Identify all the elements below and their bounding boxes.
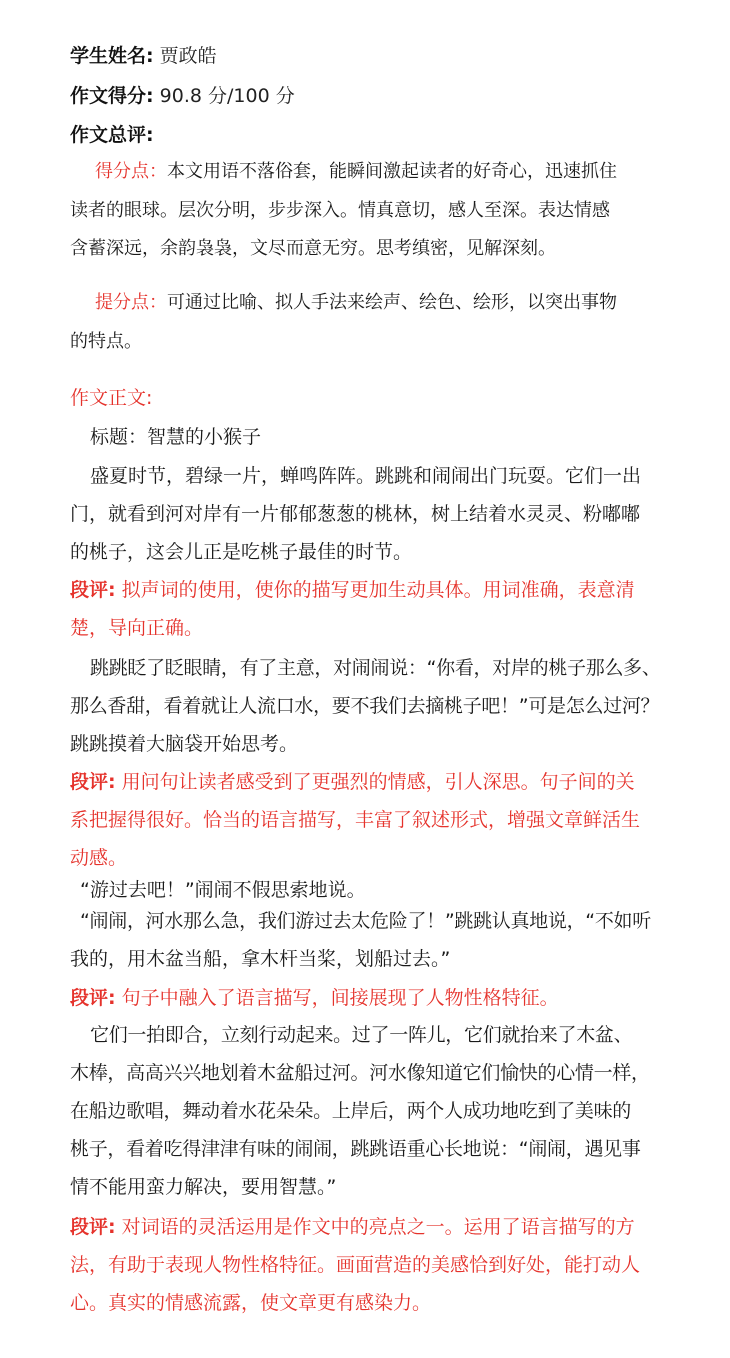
comment-4-text-1: 对词语的灵活运用是作文中的亮点之一。运用了语言描写的方 — [121, 1216, 635, 1238]
p2-line-2: 那么香甜，看着就让人流口水，要不我们去摘桃子吧！”可是怎么过河？ — [70, 695, 660, 717]
p4-line-2: 木棒，高高兴兴地划着木盆船过河。河水像知道它们愉快的心情一样， — [70, 1062, 650, 1084]
strengths-line-2: 读者的眼球。层次分明，步步深入。情真意切，感人至深。表达情感 — [70, 200, 610, 221]
comment-2-label: 段评: — [70, 771, 116, 793]
p1-line-2: 门，就看到河对岸有一片郁郁葱葱的桃林，树上结着水灵灵、粉嘟嘟 — [70, 503, 641, 525]
comment-1-label: 段评: — [70, 579, 116, 601]
comment-1-line-1 — [70, 578, 635, 602]
improve-label: 提分点： — [95, 292, 167, 313]
score-label: 作文得分: — [70, 85, 154, 107]
comment-2-line-1 — [70, 770, 635, 794]
strengths-label: 得分点： — [95, 161, 167, 182]
comment-3-label: 段评: — [70, 987, 116, 1009]
comment-4-line-2: 法，有助于表现人物性格特征。画面营造的美感恰到好处，能打动人 — [70, 1254, 641, 1276]
strengths-line-1 — [95, 160, 617, 184]
p3-line-3: 我的，用木盆当船，拿木杆当桨，划船过去。” — [70, 948, 451, 970]
p3-line-2: “闹闹，河水那么急，我们游过去太危险了！”跳跳认真地说，“不如听 — [80, 910, 651, 932]
comment-4-line-3: 心。真实的情感流露，使文章更有感染力。 — [70, 1292, 432, 1314]
student-name-value: 贾政皓 — [159, 45, 217, 67]
p4-line-4: 桃子，看着吃得津津有味的闹闹，跳跳语重心长地说：“闹闹，遇见事 — [70, 1138, 641, 1160]
comment-1-line-2: 楚，导向正确。 — [70, 617, 204, 639]
comment-3-line-1 — [70, 986, 559, 1010]
comment-2-line-3: 动感。 — [70, 847, 128, 869]
comment-2-line-2: 系把握得很好。恰当的语言描写，丰富了叙述形式，增强文章鲜活生 — [70, 809, 641, 831]
score-row — [70, 84, 295, 108]
p2-line-1: 跳跳眨了眨眼睛，有了主意，对闹闹说：“你看，对岸的桃子那么多、 — [90, 657, 661, 679]
comment-3-text-1: 句子中融入了语言描写，间接展现了人物性格特征。 — [121, 987, 559, 1009]
overall-comment-label: 作文总评: — [70, 124, 154, 146]
essay-heading: 作文正文: — [70, 387, 153, 409]
p3-line-1: “游过去吧！”闹闹不假思索地说。 — [80, 879, 366, 901]
p1-line-3: 的桃子，这会儿正是吃桃子最佳的时节。 — [70, 541, 413, 563]
strengths-line-3: 含蓄深远，余韵袅袅，文尽而意无穷。思考缜密，见解深刻。 — [70, 238, 556, 259]
improve-line-2: 的特点。 — [70, 331, 142, 352]
student-name-label: 学生姓名: — [70, 45, 154, 67]
essay-title: 标题：智慧的小猴子 — [90, 426, 262, 448]
p4-line-1: 它们一拍即合，立刻行动起来。过了一阵儿，它们就抬来了木盆、 — [90, 1024, 633, 1046]
comment-2-text-1: 用问句让读者感受到了更强烈的情感，引人深思。句子间的关 — [121, 771, 635, 793]
p1-line-1: 盛夏时节，碧绿一片，蝉鸣阵阵。跳跳和闹闹出门玩耍。它们一出 — [90, 465, 642, 487]
comment-1-text-1: 拟声词的使用，使你的描写更加生动具体。用词准确，表意清 — [121, 579, 635, 601]
comment-4-label: 段评: — [70, 1216, 116, 1238]
p4-line-3: 在船边歌唱，舞动着水花朵朵。上岸后，两个人成功地吃到了美味的 — [70, 1100, 632, 1122]
p4-line-5: 情不能用蛮力解决，要用智慧。” — [70, 1176, 337, 1198]
strengths-text-1: 本文用语不落俗套，能瞬间激起读者的好奇心，迅速抓住 — [167, 161, 617, 182]
improve-text-1: 可通过比喻、拟人手法来绘声、绘色、绘形，以突出事物 — [167, 292, 617, 313]
student-name-row — [70, 44, 217, 68]
comment-4-line-1 — [70, 1215, 635, 1239]
score-value: 90.8 分/100 分 — [159, 85, 295, 107]
improve-line-1 — [95, 291, 617, 315]
overall-comment-row — [70, 123, 154, 147]
p2-line-3: 跳跳摸着大脑袋开始思考。 — [70, 733, 299, 755]
